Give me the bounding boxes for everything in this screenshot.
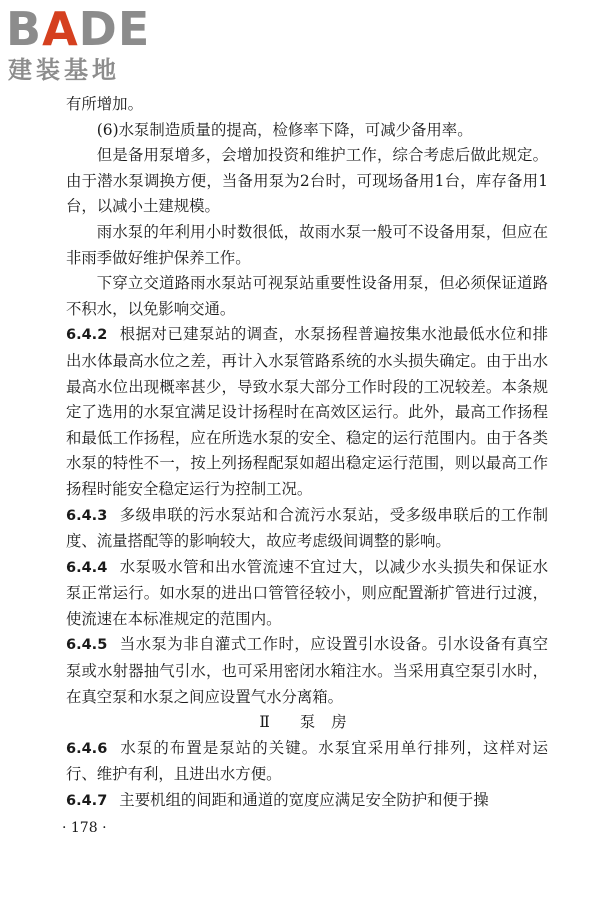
section-heading-char: 房 xyxy=(331,713,347,732)
body-paragraph xyxy=(66,92,548,118)
body-paragraph xyxy=(66,118,548,144)
paragraph-text: (6)水泵制造质量的提高，检修率下降，可减少备用率。 xyxy=(96,120,473,139)
clause-paragraph xyxy=(66,322,548,502)
clause-number: 6.4.2 xyxy=(66,327,108,344)
section-heading xyxy=(66,710,548,736)
clause-paragraph xyxy=(66,736,548,788)
clause-paragraph xyxy=(66,555,548,633)
clause-number: 6.4.6 xyxy=(66,740,108,757)
body-paragraph xyxy=(66,271,548,322)
document-body xyxy=(66,92,548,815)
logo-letters-post: DE xyxy=(78,2,151,56)
section-heading-number: Ⅱ xyxy=(259,713,270,732)
paragraph-text: 有所增加。 xyxy=(66,95,143,113)
logo-letters-pre: B xyxy=(6,2,43,56)
paragraph-text: 多级串联的污水泵站和合流污水泵站，受多级串联后的工作制度、流量搭配等的影响较大，故应考虑级间调整的影响。 xyxy=(66,505,548,551)
body-paragraph xyxy=(66,143,548,220)
clause-number: 6.4.3 xyxy=(66,507,108,524)
clause-number: 6.4.5 xyxy=(66,637,108,654)
section-heading-char: 泵 xyxy=(299,713,316,732)
body-paragraph xyxy=(66,220,548,271)
clause-number: 6.4.7 xyxy=(66,793,108,810)
paragraph-text: 下穿立交道路雨水泵站可视泵站重要性设备用泵，但必须保证道路不积水，以免影响交通。 xyxy=(66,274,548,318)
clause-number: 6.4.4 xyxy=(66,559,108,576)
paragraph-text: 根据对已建泵站的调查，水泵扬程普遍按集水池最低水位和排出水体最高水位之差，再计入水泵管路系统的水头损失确定。由于出水最高水位出现概率甚少，导致水泵大部分工作时段的工况较差。本条规定了选用的水泵宜满足设计扬程时在高效区运行。此外，最高工作扬程和最低工作扬程，应在所选水泵的安全、稳定的运行范围内。由于各类水泵的特性不一，按上列扬程配泵如超出稳定运行范围，则以最高工作扬程时能安全稳定运行为控制工况。 xyxy=(66,325,548,498)
clause-paragraph xyxy=(66,788,548,815)
logo-wordmark xyxy=(6,4,150,54)
clause-paragraph xyxy=(66,503,548,555)
page-number: · 178 · xyxy=(62,820,107,836)
paragraph-text: 但是备用泵增多，会增加投资和维护工作，综合考虑后做此规定。由于潜水泵调换方便，当备用泵为2台时，可现场备用1台，库存备用1台，以减小土建规模。 xyxy=(66,146,548,216)
paragraph-group-before-heading xyxy=(66,92,548,710)
paragraph-text: 雨水泵的年利用小时数很低，故雨水泵一般可不设备用泵，但应在非雨季做好维护保养工作。 xyxy=(66,222,548,267)
paragraph-text: 水泵的布置是泵站的关键。水泵宜采用单行排列，这样对运行、维护有利，且进出水方便。 xyxy=(66,738,548,784)
paragraph-text: 水泵吸水管和出水管流速不宜过大，以减少水头损失和保证水泵正常运行。如水泵的进出口管管径较小，则应配置渐扩管进行过渡，使流速在本标准规定的范围内。 xyxy=(66,557,548,628)
logo-letter-accent: A xyxy=(42,2,79,56)
paragraph-text: 主要机组的间距和通道的宽度应满足安全防护和便于操 xyxy=(119,791,489,810)
logo-subtitle: 建装基地 xyxy=(8,56,120,84)
paragraph-text: 当水泵为非自灌式工作时，应设置引水设备。引水设备有真空泵或水射器抽气引水，也可采用密闭水箱注水。当采用真空泵引水时，在真空泵和水泵之间应设置气水分离箱。 xyxy=(66,635,548,706)
paragraph-group-after-heading xyxy=(66,736,548,815)
bade-logo xyxy=(6,4,176,86)
clause-paragraph xyxy=(66,632,548,710)
